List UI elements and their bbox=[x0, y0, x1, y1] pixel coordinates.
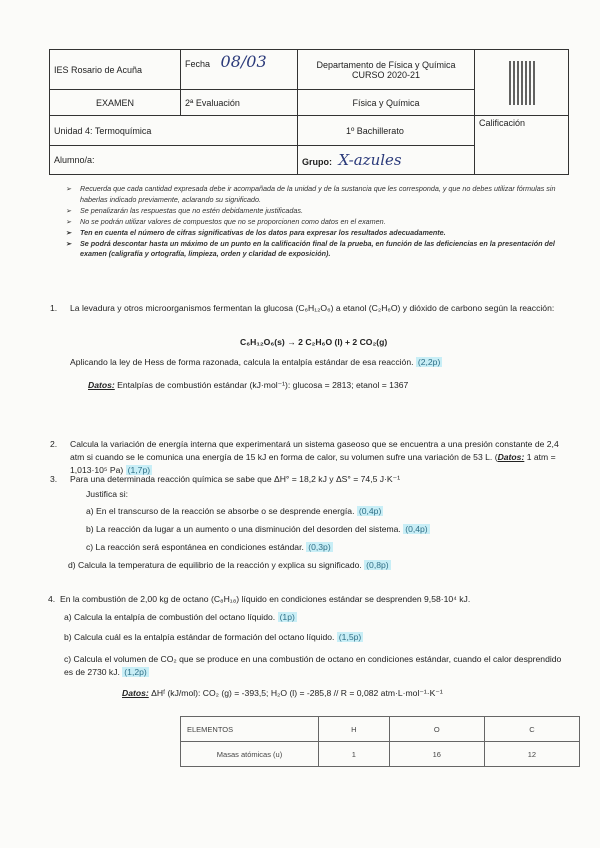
q4b-points: (1,5p) bbox=[338, 632, 362, 642]
table-header: H bbox=[319, 717, 390, 742]
table-header: ELEMENTOS bbox=[181, 717, 319, 742]
subject: Física y Química bbox=[298, 90, 475, 116]
q4-data-label: Datos: bbox=[122, 688, 149, 698]
instruction-item: ➢ Recuerda que cada cantidad expresada debe ir acompañada de la unidad y de la sustancia que les corresponda, y que no debes utilizar fórmulas sin haberlas indicado previamente, aclarando su significado. bbox=[66, 184, 556, 204]
q2-data-label: Datos: bbox=[497, 452, 525, 462]
grade-cell bbox=[475, 116, 569, 175]
atomic-mass-table bbox=[180, 716, 580, 767]
group-cell bbox=[298, 146, 475, 175]
q1-data: Datos: Entalpías de combustión estándar (kJ·mol⁻¹): glucosa = 2813; etanol = 1367 bbox=[88, 380, 409, 390]
evaluation: 2ª Evaluación bbox=[181, 90, 298, 116]
q4a-points: (1p) bbox=[279, 612, 295, 622]
q1-data-label: Datos: bbox=[88, 380, 115, 390]
q3-item-a: a) En el transcurso de la reacción se absorbe o se desprende energía. (0,4p) bbox=[86, 506, 382, 516]
q1-reaction: C₆H₁₂O₆(s) → 2 C₂H₆O (l) + 2 CO₂(g) bbox=[240, 337, 388, 347]
table-cell: 16 bbox=[389, 742, 484, 767]
table-header: C bbox=[484, 717, 579, 742]
table-row bbox=[181, 717, 580, 742]
arrow-icon: ➢ bbox=[66, 238, 73, 248]
q3d-points: (0,8p) bbox=[366, 560, 389, 570]
q4-item-c: c) Calcula el volumen de CO₂ que se produce en una combustión de octano en condiciones estándar, cuando el calor desprendido es de 2730 kJ. (1,2p) bbox=[64, 654, 562, 677]
q3c-points: (0,3p) bbox=[308, 542, 331, 552]
arrow-icon: ➢ bbox=[66, 227, 73, 237]
table-row bbox=[181, 742, 580, 767]
q3-item-d: d) Calcula la temperatura de equilibrio de la reacción y explica su significado. (0,8p) bbox=[68, 560, 389, 570]
q3-item-c: c) La reacción será espontánea en condiciones estándar. (0,3p) bbox=[86, 542, 331, 552]
q1-points: (2,2p) bbox=[417, 357, 441, 367]
q3-text: Para una determinada reacción química se sabe que ΔH° = 18,2 kJ y ΔS° = 74,5 J·K⁻¹ bbox=[70, 474, 401, 484]
instruction-item: ➢ Se penalizarán las respuestas que no estén debidamente justificadas. bbox=[66, 205, 303, 215]
level: 1º Bachillerato bbox=[298, 116, 475, 146]
q1-number: 1. bbox=[50, 303, 58, 313]
school-name: IES Rosario de Acuña bbox=[50, 50, 181, 90]
q4-item-b: b) Calcula cuál es la entalpía estándar de formación del octano líquido. (1,5p) bbox=[64, 632, 362, 642]
group-label: Grupo: bbox=[302, 157, 332, 167]
q4-number: 4. bbox=[48, 594, 56, 604]
instruction-item: ➢ Se podrá descontar hasta un máximo de un punto en la calificación final de la prueba, en función de las deficiencias en la presentación del examen (caligrafía y ortografía, limpieza, orden y claridad de exposición). bbox=[66, 238, 555, 258]
table-cell: 12 bbox=[484, 742, 579, 767]
q3-number: 3. bbox=[50, 474, 58, 484]
exam-label: EXAMEN bbox=[50, 90, 181, 116]
q2-points: (1,7p) bbox=[127, 465, 151, 475]
table-row-label: Masas atómicas (u) bbox=[181, 742, 319, 767]
instructions-list bbox=[66, 184, 561, 260]
table-cell: 1 bbox=[319, 742, 390, 767]
department-name: Departamento de Física y Química bbox=[316, 59, 456, 70]
student-label: Alumno/a: bbox=[50, 146, 298, 175]
q4c-points: (1,2p) bbox=[124, 667, 147, 677]
unit-title: Unidad 4: Termoquímica bbox=[50, 116, 298, 146]
q2-text: Calcula la variación de energía interna que experimentará un sistema gaseoso que se encuentra a una presión constante de 2,4 atm si cuando se le comunica una energía de 15 kJ en forma de calor, su volumen sufre una variación de 53 L. (Datos: 1 atm = 1,013·10⁵ Pa) (1,7p) bbox=[70, 439, 559, 475]
table-header: O bbox=[389, 717, 484, 742]
instruction-item: ➢ Ten en cuenta el número de cifras significativas de los datos para expresar los resultados adecuadamente. bbox=[66, 227, 446, 237]
arrow-icon: ➢ bbox=[66, 216, 73, 226]
q1-text: La levadura y otros microorganismos fermentan la glucosa (C₆H₁₂O₆) a etanol (C₂H₆O) y dióxido de carbono según la reacción: bbox=[70, 303, 555, 313]
date-cell bbox=[181, 50, 298, 90]
q4-item-a: a) Calcula la entalpía de combustión del octano líquido. (1p) bbox=[64, 612, 295, 622]
arrow-icon: ➢ bbox=[66, 205, 73, 215]
q3-justify: Justifica si: bbox=[86, 489, 129, 499]
q1-ask: Aplicando la ley de Hess de forma razonada, calcula la entalpía estándar de esa reacción. (2,2p) bbox=[70, 357, 441, 367]
q3-item-b: b) La reacción da lugar a un aumento o una disminución del desorden del sistema. (0,4p) bbox=[86, 524, 428, 534]
exam-header bbox=[49, 49, 569, 176]
date-label: Fecha bbox=[185, 59, 211, 69]
q3a-points: (0,4p) bbox=[358, 506, 382, 516]
qr-code bbox=[509, 61, 535, 105]
instruction-item: ➢ No se podrán utilizar valores de compuestos que no se proporcionen como datos en el examen. bbox=[66, 216, 386, 226]
date-value: 08/03 bbox=[220, 52, 267, 71]
course-year: CURSO 2020-21 bbox=[351, 69, 421, 80]
arrow-icon: ➢ bbox=[66, 184, 73, 193]
q4-text: En la combustión de 2,00 kg de octano (C₈H₁₈) líquido en condiciones estándar se desprenden 9,58·10⁴ kJ. bbox=[60, 594, 471, 604]
q3b-points: (0,4p) bbox=[405, 524, 428, 534]
qr-cell bbox=[475, 50, 569, 116]
group-value: X-azules bbox=[338, 151, 402, 169]
grade-label: Calificación bbox=[479, 118, 526, 128]
q2-number: 2. bbox=[50, 439, 58, 449]
department-cell bbox=[298, 50, 475, 90]
q4-data: Datos: ΔHᶠ (kJ/mol): CO₂ (g) = -393,5; H₂O (l) = -285,8 // R = 0,082 atm·L·mol⁻¹·K⁻¹ bbox=[122, 688, 443, 698]
